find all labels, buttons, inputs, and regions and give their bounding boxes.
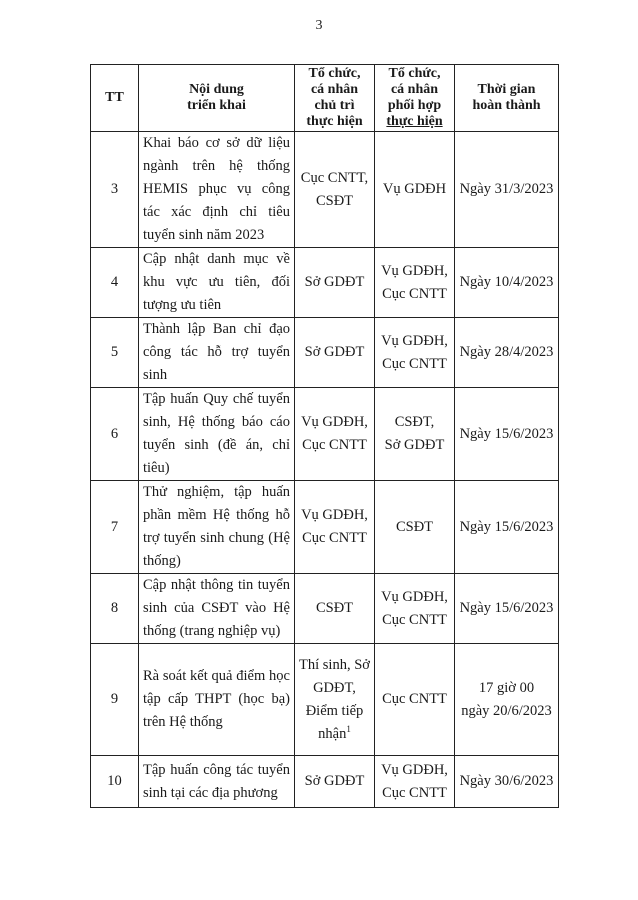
task-content: Tập huấn Quy chế tuyển sinh, Hệ thống báo cáo tuyển sinh (đề án, chỉ tiêu) bbox=[139, 388, 295, 481]
lead-unit-line: Sở GDĐT bbox=[304, 274, 365, 290]
deadline bbox=[455, 388, 559, 481]
deadline-line: Ngày 30/6/2023 bbox=[459, 773, 554, 789]
deadline-line: Ngày 15/6/2023 bbox=[459, 518, 554, 535]
table-row bbox=[91, 481, 559, 574]
footnote-marker: 1 bbox=[346, 723, 351, 734]
header-lead-line: thực hiện bbox=[306, 114, 363, 129]
lead-unit bbox=[295, 248, 375, 318]
header-coord-line: cá nhân bbox=[390, 82, 439, 97]
coordinating-unit bbox=[375, 644, 455, 756]
lead-unit-line: CSĐT bbox=[315, 192, 354, 209]
row-number: 4 bbox=[91, 248, 139, 318]
task-content: Cập nhật danh mục về khu vực ưu tiên, đối tượng ưu tiên bbox=[139, 248, 295, 318]
lead-unit-line: Thí sinh, Sở bbox=[299, 656, 370, 673]
deadline-line: Ngày 10/4/2023 bbox=[459, 274, 554, 290]
deadline bbox=[455, 481, 559, 574]
coordinating-unit-line: Cục CNTT bbox=[382, 691, 447, 707]
coordinating-unit-line: Cục CNTT bbox=[382, 285, 447, 302]
table-row bbox=[91, 388, 559, 481]
header-coord bbox=[375, 65, 455, 132]
lead-unit bbox=[295, 644, 375, 756]
coordinating-unit-line: CSĐT, bbox=[394, 414, 435, 430]
lead-unit-line: GDĐT, bbox=[313, 679, 356, 696]
coordinating-unit bbox=[375, 388, 455, 481]
header-coord-line: phối hợp bbox=[387, 98, 442, 113]
row-number: 9 bbox=[91, 644, 139, 756]
header-coord-line: thực hiện bbox=[386, 114, 443, 129]
table-row bbox=[91, 644, 559, 756]
table-header-row bbox=[91, 65, 559, 132]
deadline bbox=[455, 132, 559, 248]
deadline bbox=[455, 574, 559, 644]
coordinating-unit-line: Vụ GDĐH, bbox=[381, 761, 448, 778]
deadline-line: ngày 20/6/2023 bbox=[461, 702, 552, 719]
task-content: Thành lập Ban chỉ đạo công tác hỗ trợ tuyển sinh bbox=[139, 318, 295, 388]
lead-unit-line: Cục CNTT bbox=[302, 530, 367, 546]
coordinating-unit-line: Cục CNTT bbox=[382, 611, 447, 628]
row-number: 10 bbox=[91, 756, 139, 808]
coordinating-unit bbox=[375, 481, 455, 574]
row-number: 3 bbox=[91, 132, 139, 248]
lead-unit-line bbox=[299, 723, 370, 746]
table-row bbox=[91, 756, 559, 808]
coordinating-unit bbox=[375, 574, 455, 644]
task-content: Tập huấn công tác tuyển sinh tại các địa phương bbox=[139, 756, 295, 808]
coordinating-unit-line: Cục CNTT bbox=[382, 355, 447, 372]
coordinating-unit bbox=[375, 248, 455, 318]
deadline-line: Ngày 31/3/2023 bbox=[459, 181, 554, 197]
row-number: 8 bbox=[91, 574, 139, 644]
task-content: Cập nhật thông tin tuyển sinh của CSĐT vào Hệ thống (trang nghiệp vụ) bbox=[139, 574, 295, 644]
lead-unit-line: Vụ GDĐH, bbox=[301, 507, 368, 523]
header-coord-line: Tổ chức, bbox=[388, 66, 441, 81]
deadline-line: Ngày 15/6/2023 bbox=[459, 600, 554, 616]
lead-unit-line: Sở GDĐT bbox=[304, 344, 365, 360]
table-row bbox=[91, 132, 559, 248]
lead-unit bbox=[295, 318, 375, 388]
lead-unit bbox=[295, 574, 375, 644]
coordinating-unit-line: Vụ GDĐH bbox=[382, 181, 447, 197]
coordinating-unit-line: CSĐT bbox=[395, 518, 434, 535]
table-row bbox=[91, 574, 559, 644]
coordinating-unit-line: Sở GDĐT bbox=[384, 437, 445, 453]
lead-unit-line: Vụ GDĐH, bbox=[301, 414, 368, 430]
header-content-line: Nội dung bbox=[189, 82, 244, 97]
deadline bbox=[455, 318, 559, 388]
lead-unit-line: Cục CNTT bbox=[302, 437, 367, 453]
lead-unit-text: nhận bbox=[318, 725, 347, 742]
page-number: 3 bbox=[315, 18, 323, 33]
header-lead-line: cá nhân bbox=[310, 82, 359, 97]
lead-unit-line: Cục CNTT, bbox=[300, 169, 369, 186]
lead-unit bbox=[295, 132, 375, 248]
header-lead-line: Tổ chức, bbox=[308, 66, 361, 81]
task-content: Rà soát kết quả điểm học tập cấp THPT (học bạ) trên Hệ thống bbox=[139, 644, 295, 756]
task-content: Thử nghiệm, tập huấn phần mềm Hệ thống hỗ trợ tuyển sinh chung (Hệ thống) bbox=[139, 481, 295, 574]
lead-unit bbox=[295, 388, 375, 481]
lead-unit bbox=[295, 481, 375, 574]
coordinating-unit-line: Vụ GDĐH, bbox=[381, 588, 448, 605]
deadline-line: Ngày 28/4/2023 bbox=[459, 344, 554, 360]
row-number: 5 bbox=[91, 318, 139, 388]
coordinating-unit-line: Cục CNTT bbox=[382, 784, 447, 801]
header-tt: TT bbox=[91, 65, 139, 132]
task-content: Khai báo cơ sở dữ liệu ngành trên hệ thống HEMIS phục vụ công tác xác định chỉ tiêu tuyển sinh năm 2023 bbox=[139, 132, 295, 248]
lead-unit-line: CSĐT bbox=[315, 600, 354, 616]
lead-unit-line: Điểm tiếp bbox=[305, 702, 364, 719]
deadline bbox=[455, 644, 559, 756]
header-time bbox=[455, 65, 559, 132]
coordinating-unit bbox=[375, 756, 455, 808]
implementation-table bbox=[90, 64, 559, 808]
table-row bbox=[91, 248, 559, 318]
deadline-line: 17 giờ 00 bbox=[478, 679, 535, 696]
deadline-line: Ngày 15/6/2023 bbox=[459, 425, 554, 442]
header-content bbox=[139, 65, 295, 132]
deadline bbox=[455, 756, 559, 808]
coordinating-unit-line: Vụ GDĐH, bbox=[381, 332, 448, 349]
header-time-line: hoàn thành bbox=[472, 98, 541, 113]
lead-unit bbox=[295, 756, 375, 808]
row-number: 6 bbox=[91, 388, 139, 481]
row-number: 7 bbox=[91, 481, 139, 574]
lead-unit-line: Sở GDĐT bbox=[304, 773, 365, 789]
header-lead-line: chủ trì bbox=[314, 98, 355, 113]
deadline bbox=[455, 248, 559, 318]
table-row bbox=[91, 318, 559, 388]
coordinating-unit-line: Vụ GDĐH, bbox=[381, 262, 448, 279]
header-content-line: triển khai bbox=[187, 98, 246, 113]
header-lead bbox=[295, 65, 375, 132]
coordinating-unit bbox=[375, 318, 455, 388]
coordinating-unit bbox=[375, 132, 455, 248]
header-time-line: Thời gian bbox=[477, 82, 536, 97]
